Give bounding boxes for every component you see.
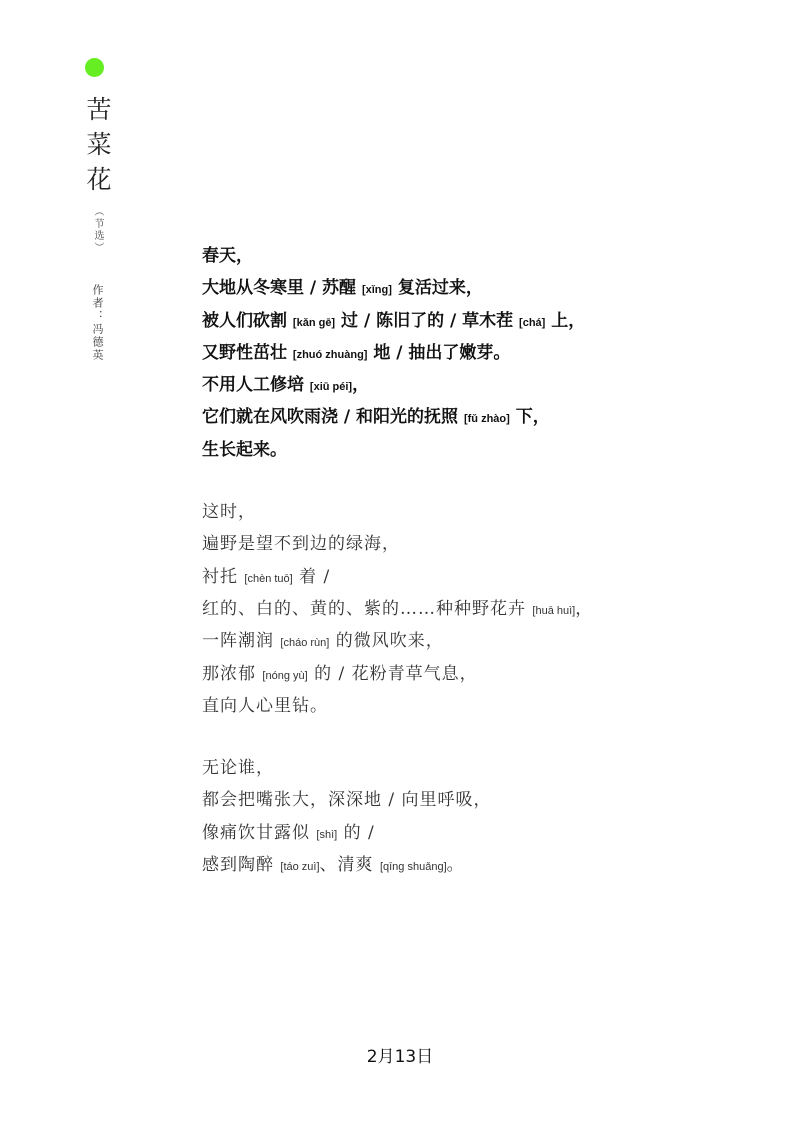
line-text: 。 [446, 855, 465, 876]
line-text: 上， [545, 310, 586, 331]
line-text: 那浓郁 [202, 663, 263, 684]
line-text: 着 / [292, 566, 331, 587]
vertical-subtitle: （节选） [92, 206, 103, 254]
poem-line [202, 369, 762, 401]
poem-line [202, 528, 762, 560]
poem-line [202, 625, 762, 657]
pinyin-annotation: [kǎn gē] [292, 316, 336, 329]
poem-line [202, 752, 762, 784]
line-text: 、清爽 [319, 855, 380, 876]
line-text: 这时， [202, 502, 256, 523]
poem-line [202, 690, 762, 722]
line-text: 复活过来， [391, 278, 483, 299]
line-text: 又野性茁壮 [202, 342, 293, 363]
line-text: 一阵潮润 [202, 631, 281, 652]
poem-line [202, 817, 762, 849]
poem-line [202, 784, 762, 816]
pinyin-annotation: [chèn tuō] [244, 572, 293, 585]
line-text: 春天， [202, 246, 253, 266]
pinyin-annotation: [xǐng] [361, 284, 392, 297]
pinyin-annotation: [huā huì] [532, 604, 576, 617]
pinyin-annotation: [shì] [316, 828, 338, 841]
poem-line [202, 240, 762, 272]
line-text: 大地从冬寒里 / 苏醒 [202, 278, 362, 299]
pinyin-annotation: [cháo rùn] [280, 637, 330, 650]
pinyin-annotation: [xiū péi] [309, 381, 353, 394]
line-text: 生长起来。 [202, 439, 287, 460]
poem-line [202, 401, 762, 433]
pinyin-annotation: [chá] [519, 316, 546, 329]
pinyin-annotation: [qīng shuǎng] [379, 861, 447, 874]
stanza [202, 240, 762, 466]
line-text: 红的、白的、黄的、紫的……种种野花卉 [202, 598, 533, 619]
poem-line [202, 849, 762, 881]
poem-line [202, 561, 762, 593]
poem-line [202, 593, 762, 625]
vertical-title: 苦菜花 [83, 96, 112, 201]
line-text: 感到陶醉 [202, 855, 281, 876]
line-text: 的 / 花粉青草气息， [307, 663, 478, 684]
pinyin-annotation: [zhuó zhuàng] [292, 348, 368, 361]
line-text: 遍野是望不到边的绿海， [202, 534, 400, 555]
line-text: 像痛饮甘露似 [202, 822, 317, 843]
line-text: 无论谁， [202, 758, 274, 779]
line-text: 被人们砍割 [202, 310, 293, 331]
pinyin-annotation: [nóng yù] [262, 669, 308, 682]
stanza [202, 496, 762, 722]
vertical-author: 作者：冯德英 [91, 284, 104, 362]
pinyin-annotation: [táo zuì] [280, 861, 320, 874]
green-dot-icon [85, 58, 104, 77]
line-text: 地 / 抽出了嫩芽。 [367, 342, 511, 363]
line-text: 过 / 陈旧了的 / 草木茬 [335, 310, 520, 331]
line-text: ， [352, 375, 370, 396]
line-text: 都会把嘴张大，深深地 / 向里呼吸， [202, 790, 492, 811]
stanza [202, 752, 762, 881]
line-text: 直向人心里钻。 [202, 695, 328, 716]
page-date: 2月13日 [366, 1047, 434, 1067]
poem-line [202, 496, 762, 528]
line-text: 它们就在风吹雨浇 / 和阳光的抚照 [202, 407, 464, 428]
poem-line [202, 434, 762, 466]
poem-line [202, 305, 762, 337]
poem-line [202, 658, 762, 690]
poem-line [202, 337, 762, 369]
line-text: 衬托 [202, 566, 245, 587]
poem-body [202, 240, 762, 911]
line-text: 下， [509, 407, 550, 428]
line-text: ， [575, 598, 594, 619]
line-text: 不用人工修培 [202, 375, 310, 396]
poem-line [202, 272, 762, 304]
pinyin-annotation: [fǔ zhào] [463, 413, 510, 426]
line-text: 的 / [337, 822, 375, 843]
line-text: 的微风吹来， [329, 631, 444, 652]
